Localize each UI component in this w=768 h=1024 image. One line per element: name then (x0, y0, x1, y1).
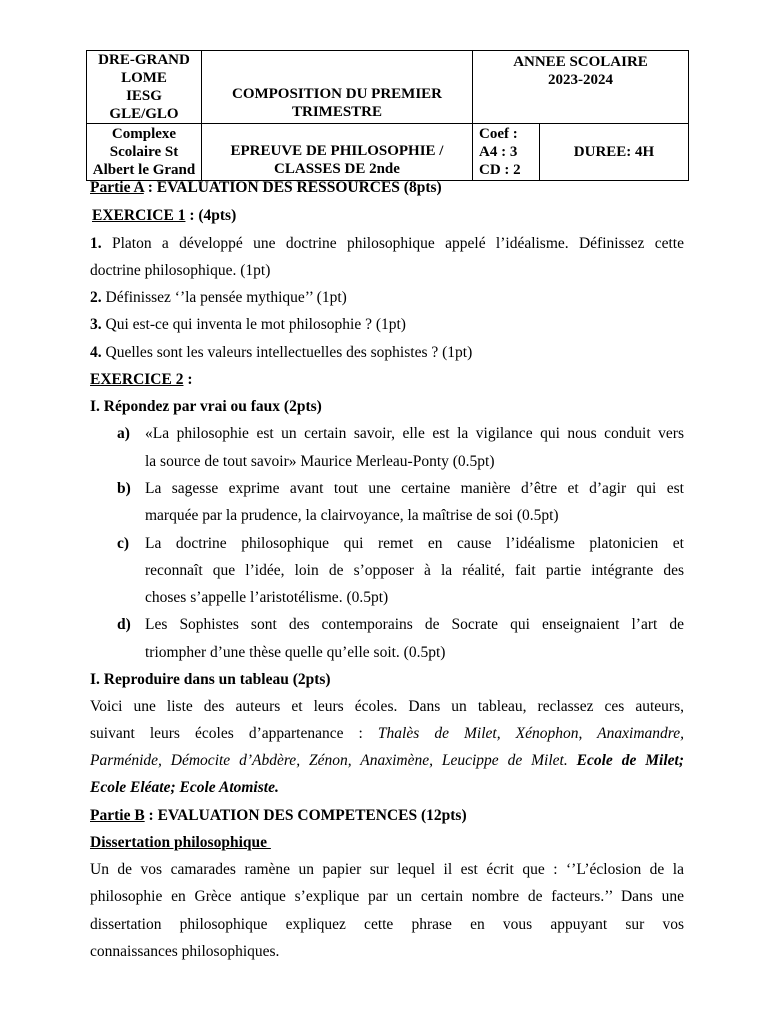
header-school-cell (87, 124, 202, 181)
exercise-1-heading (92, 207, 686, 225)
part-b-label: Partie B (90, 807, 145, 824)
header-coef-cell (473, 124, 540, 181)
header-text: TRIMESTRE (291, 104, 383, 120)
header-text: Coef : (479, 126, 518, 142)
question-text: Quelles sont les valeurs intellectuelles des sophistes ? (1pt) (101, 344, 473, 361)
exam-header-table (86, 50, 689, 181)
question-number: 3. (90, 316, 102, 333)
true-false-heading (90, 398, 684, 416)
question-text: Platon a développé une doctrine philosophique appelé l’idéalisme. Définissez cette (101, 235, 684, 252)
question-2 (90, 289, 684, 307)
header-text: EPREUVE DE PHILOSOPHIE / (230, 143, 444, 159)
item-c-line: La doctrine philosophique qui remet en cause l’idéalisme platonicien et (145, 535, 684, 552)
item-c-letter: c) (117, 535, 130, 552)
paragraph-text: suivant leurs écoles d’appartenance : (90, 725, 378, 742)
author-list: Thalès de Milet, Xénophon, Anaximandre, (377, 725, 684, 742)
header-text: 2023-2024 (548, 72, 613, 88)
exercise-2-points: : (183, 371, 193, 388)
instructions-line-4 (90, 779, 684, 797)
question-text: doctrine philosophique. (1pt) (90, 262, 271, 279)
item-d-line: triompher d’une thèse quelle qu’elle soit. (0.5pt) (145, 644, 446, 661)
header-text: Complexe (111, 126, 177, 142)
item-a-line: «La philosophie est un certain savoir, elle est la vigilance qui nous conduit vers (145, 425, 684, 442)
author-list: Parménide, Démocite d’Abdère, Zénon, Anaximène, Leucippe de Milet. (90, 752, 568, 769)
exercise-2-heading (90, 371, 684, 389)
dissertation-line-2: philosophie en Grèce antique s’explique par un certain nombre de facteurs.’’ Dans une (90, 888, 684, 905)
item-d-letter: d) (117, 616, 131, 633)
table-task-heading (90, 671, 684, 689)
item-a-letter: a) (117, 425, 130, 442)
part-a-heading (90, 179, 684, 197)
part-a-title: : EVALUATION DES RESSOURCES (8pts) (143, 179, 442, 196)
header-text: DUREE: 4H (573, 144, 655, 160)
question-text: Qui est-ce qui inventa le mot philosophie ? (1pt) (101, 316, 406, 333)
item-d-line: Les Sophistes sont des contemporains de Socrate qui enseignaient l’art de (145, 616, 684, 633)
header-text: ANNEE SCOLAIRE (513, 54, 648, 70)
exercise-1-label: EXERCICE 1 (92, 207, 186, 224)
header-year-cell (473, 51, 689, 124)
dissertation-title: Dissertation philosophique (90, 834, 271, 851)
question-number: 1. (90, 235, 102, 252)
dissertation-line-1: Un de vos camarades ramène un papier sur lequel il est écrit que : ‘’L’éclosion de la (90, 861, 684, 878)
question-number: 2. (90, 289, 102, 306)
item-b-line: La sagesse exprime avant tout une certaine manière d’être et d’agir qui est (145, 480, 684, 497)
header-composition-cell (202, 51, 473, 124)
instructions-line-2 (90, 725, 684, 743)
dissertation-heading (90, 834, 684, 852)
section-title: I. Reproduire dans un tableau (2pts) (90, 671, 331, 688)
item-c-line: reconnaît que l’idée, loin de s’opposer à la réalité, fait partie intégrante des (145, 562, 684, 579)
instructions-line-1 (90, 698, 684, 716)
question-1-line-1 (90, 235, 684, 253)
header-text: CD : 2 (479, 162, 521, 178)
header-text: DRE-GRAND (98, 52, 190, 68)
exercise-1-points: : (4pts) (185, 207, 237, 224)
item-c-line: choses s’appelle l’aristotélisme. (0.5pt) (145, 589, 389, 606)
header-text: Scolaire St (109, 144, 179, 160)
exercise-2-label: EXERCICE 2 (90, 371, 184, 388)
header-text: Albert le Grand (92, 162, 196, 178)
school-list: Ecole de Milet; (567, 752, 684, 769)
question-4 (90, 344, 684, 362)
item-b-letter: b) (117, 480, 131, 497)
header-text: LOME (121, 70, 167, 86)
header-text: COMPOSITION DU PREMIER (231, 86, 442, 102)
header-text: CLASSES DE 2nde (274, 161, 400, 177)
dissertation-line-3: dissertation philosophique expliquez cette phrase en vous appuyant sur vos (90, 916, 684, 933)
school-list: Ecole Eléate; Ecole Atomiste. (90, 779, 279, 796)
header-duration-cell (540, 124, 689, 181)
question-3 (90, 316, 684, 334)
item-b-line: marquée par la prudence, la clairvoyance, la maîtrise de soi (0.5pt) (145, 507, 559, 524)
dissertation-line-4: connaissances philosophiques. (90, 943, 280, 960)
part-a-label: Partie A (90, 179, 144, 196)
instructions-line-3 (90, 752, 684, 770)
part-b-heading (90, 807, 684, 825)
part-b-title: : EVALUATION DES COMPETENCES (12pts) (144, 807, 467, 824)
item-a-line: la source de tout savoir» Maurice Merleau-Ponty (0.5pt) (145, 453, 495, 470)
question-text: Définissez ‘’la pensée mythique’’ (1pt) (101, 289, 347, 306)
header-text: A4 : 3 (479, 144, 518, 160)
section-title: I. Répondez par vrai ou faux (2pts) (90, 398, 322, 415)
header-subject-cell (202, 124, 473, 181)
header-text: IESG GLE/GLO (109, 88, 179, 122)
header-dre-cell (87, 51, 202, 124)
question-1-line-2 (90, 262, 684, 280)
paragraph-text: Voici une liste des auteurs et leurs écoles. Dans un tableau, reclassez ces auteurs, (90, 698, 684, 715)
question-number: 4. (90, 344, 102, 361)
